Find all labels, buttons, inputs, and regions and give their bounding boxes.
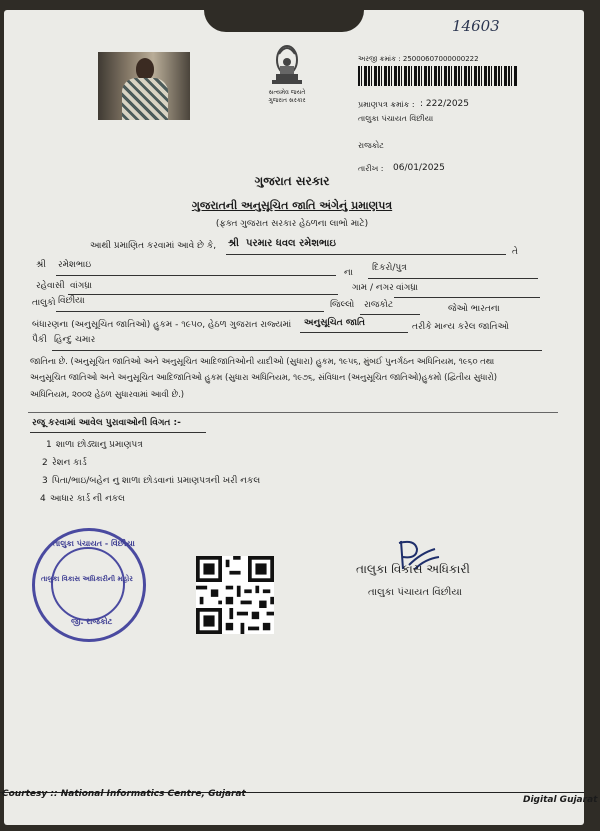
certificate-number-label: પ્રમાણપત્ર ક્રમાંક : [358,100,415,109]
applicant-photo [98,52,190,120]
district-underline [360,314,420,315]
issuing-office: તાલુકા પંચાયત વિંછીયા [358,114,434,123]
legal-para-1: જાતિના છે. (અનુસૂચિત જાતિઓ અને અનુસૂચિત આદિજાતિઓની યાદીઓ (સુધારા) હુકમ, ૧૯૫૬, મુંબઈ પુનર્ગઠન અધિનિયમ, ૧૯૬૦ તથા [30,356,495,366]
document-num: 3 [42,476,48,486]
stamp-center: તાલુકા વિકાસ અધિકારીની મહોર [41,575,133,583]
qr-code [196,556,274,634]
father-underline [56,275,336,276]
legal-para-3: અધિનિયમ, ૨૦૦૨ હેઠળ સુધારવામાં આવી છે.) [30,389,185,399]
document-num: 4 [40,494,46,504]
taluka-name: વિંછીયા [58,296,85,306]
date-label: તારીખ : [358,164,384,173]
document-item: આધાર કાર્ડ ની નકલ [50,494,125,504]
applicant-name: પરમાર ધવલ રમેશભાઇ [246,238,336,249]
stamp-ring-top: તાલુકા પંચાયત - વિંછીયા [53,539,135,548]
date-value: 06/01/2025 [393,163,445,173]
relation-value: દિકરો/પુત્ર [372,263,407,273]
emblem-motto: સત્યમેવ જયતે [268,89,306,96]
father-name: રમેશભાઇ [58,260,92,270]
caste-underline [52,350,542,351]
signatory-office: તાલુકા પંચાયત વિંછીયા [368,587,462,598]
certificate-title: ગુજરાતની અનુસૂચિત જાતિ અંગેનું પ્રમાણપત્ર [191,199,393,212]
village2-underline [394,297,540,298]
document-item: શાળા છોડ્યાનુ પ્રમાણપત્ર [56,440,143,450]
village-underline [68,294,338,295]
caste-value: હિન્દુ ચમાર [54,335,96,345]
applicant-name-prefix: શ્રી [228,238,240,249]
relation-prefix: ના [344,268,353,278]
relation-underline [368,278,538,279]
recognized-tail: તરીકે માન્ય કરેલ જાતિઓ [412,322,509,332]
handwritten-serial: 14603 [452,17,500,35]
district-label: જિલ્લો [330,300,355,310]
village-name-2: વાંગધ્રા [396,283,418,293]
region-tail: જેઓ ભારતના [448,304,500,314]
name-underline [226,254,506,255]
order-text: બંધારણના (અનુસૂચિત જાતિઓ) હુકમ - ૧૯૫૦, હેઠળ ગુજરાત રાજ્યમાં [32,320,292,330]
documents-heading: રજૂ કરવામાં આવેલ પુરાવાઓની વિગત :- [32,418,181,428]
government-heading: ગુજરાત સરકાર [254,174,330,188]
name-suffix: તે [512,247,518,257]
stamp-ring-bottom: જી. રાજકોટ [71,617,113,626]
certificate-subtitle: (ફક્ત ગુજરાત સરકાર હેઠળના લાભો માટે) [215,219,369,229]
legal-para-2: અનુસૂચિત જાતિઓ અને અનુસૂચિત આદિજાતિઓ હુકમ (સુધારા અધિનિયમ, ૧૯૭૬, સંવિધાન (અનુસૂચિત જાતિઓ)હુકમો (દ્વિતીય સુધારો) [30,372,498,382]
document-item: રેશન કાર્ડ [52,458,87,468]
document-item: પિતા/ભાઇ/બહેન નુ શાળા છોડવાનાં પ્રમાણપત્રની ખરી નકલ [52,476,261,486]
barcode-label: અરજી ક્રમાંક : 25000607000000222 [358,55,479,63]
separator [28,412,558,413]
punch-notch [204,10,364,32]
intro-text: આથી પ્રમાણિત કરવામાં આવે છે કે, [90,241,217,251]
signatory-title: તાલુકા વિકાસ અધિકારી [356,562,470,576]
father-prefix: શ્રી [36,260,46,270]
village-name: વાંગધ્રા [70,281,92,291]
certificate-number-value: : 222/2025 [420,99,470,109]
footer-brand: Digital Gujarat [523,795,598,805]
barcode [358,66,518,86]
resident-label: રહેવાસી [36,281,65,291]
caste-label: પૈકી [32,335,47,345]
village-type-label: ગામ / નગર [352,283,394,293]
official-stamp [32,528,146,642]
footer-courtesy: Courtesy :: National Informatics Centre, Gujarat [2,789,246,799]
category-underline [300,332,408,333]
document-num: 2 [42,458,48,468]
taluka-underline [56,311,324,312]
category-value: અનુસૂચિત જાતિ [304,318,365,328]
taluka-label: તાલુકો [32,298,56,308]
emblem-caption: ગુજરાત સરકાર [268,97,306,104]
district-name: રાજકોટ [364,300,394,310]
document-num: 1 [46,440,52,450]
district-header: રાજકોટ [358,141,384,150]
documents-heading-underline [30,432,206,433]
